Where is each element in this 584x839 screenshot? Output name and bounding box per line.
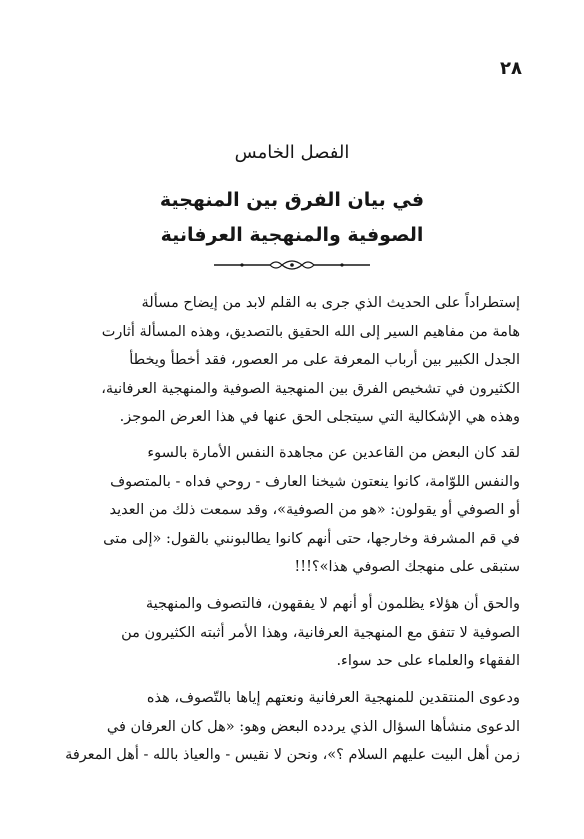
paragraph-line: إستطراداً على الحديث الذي جرى به القلم لابد من إيضاح مسألة <box>141 295 520 311</box>
paragraph-1 <box>64 289 520 432</box>
paragraph-line: لقد كان البعض من القاعدين عن مجاهدة النفس الأمارة بالسوء <box>147 445 520 461</box>
paragraph-line: ستبقى على منهجك الصوفي هذا»؟!!! <box>294 559 520 576</box>
paragraph-3 <box>64 590 520 676</box>
paragraph-line: وهذه هي الإشكالية التي سيتجلى الحق عنها في هذا العرض الموجز. <box>119 409 520 426</box>
chapter-title-line-2: الصوفية والمنهجية العرفانية <box>160 224 424 246</box>
paragraph-line: والنفس اللوّامة، كانوا ينعتون شيخنا العارف - روحي فداه - بالمتصوف <box>110 473 520 490</box>
chapter-title-line-1: في بيان الفرق بين المنهجية <box>159 189 425 211</box>
paragraph-line: الفقهاء والعلماء على حد سواء. <box>336 653 520 670</box>
paragraph-line: أو الصوفي أو يقولون: «هو من الصوفية»، وقد سمعت ذلك من العديد <box>109 502 520 519</box>
page-number: ٢٨ <box>500 58 522 79</box>
paragraph-4 <box>64 684 520 770</box>
paragraph-line: هامة من مفاهيم السير إلى الله الحقيق بالتصديق، وهذه المسألة أثارت <box>101 323 520 340</box>
paragraph-line: والحق أن هؤلاء يظلمون أو أنهم لا يفقهون، فالتصوف والمنهجية <box>145 596 520 612</box>
ornament-divider-icon <box>212 258 372 272</box>
chapter-label: الفصل الخامس <box>234 142 350 163</box>
paragraph-line: الدعوى منشأها السؤال الذي يردده البعض وهو: «هل كان العرفان في <box>106 718 520 735</box>
paragraph-line: الجدل الكبير بين أرباب المعرفة على مر العصور، فقد أخطأ ويخطأ <box>129 352 520 369</box>
paragraph-line: الصوفية لا تتفق مع المنهجية العرفانية، وهذا الأمر أثبته الكثيرون من <box>121 624 520 641</box>
paragraph-line: في قم المشرفة وخارجها، حتى أنهم كانوا يطالبونني بالقول: «إلى متى <box>103 530 520 547</box>
paragraph-line: زمن أهل البيت عليهم السلام ؟»، ونحن لا نقيس - والعياذ بالله - أهل المعرفة <box>65 747 520 764</box>
paragraph-line: ودعوى المنتقدين للمنهجية العرفانية ونعتهم إياها بالتّصوف، هذه <box>146 690 520 706</box>
paragraph-2 <box>64 439 520 582</box>
paragraph-line: الكثيرون في تشخيص الفرق بين المنهجية الصوفية والمنهجية العرفانية، <box>101 380 520 397</box>
